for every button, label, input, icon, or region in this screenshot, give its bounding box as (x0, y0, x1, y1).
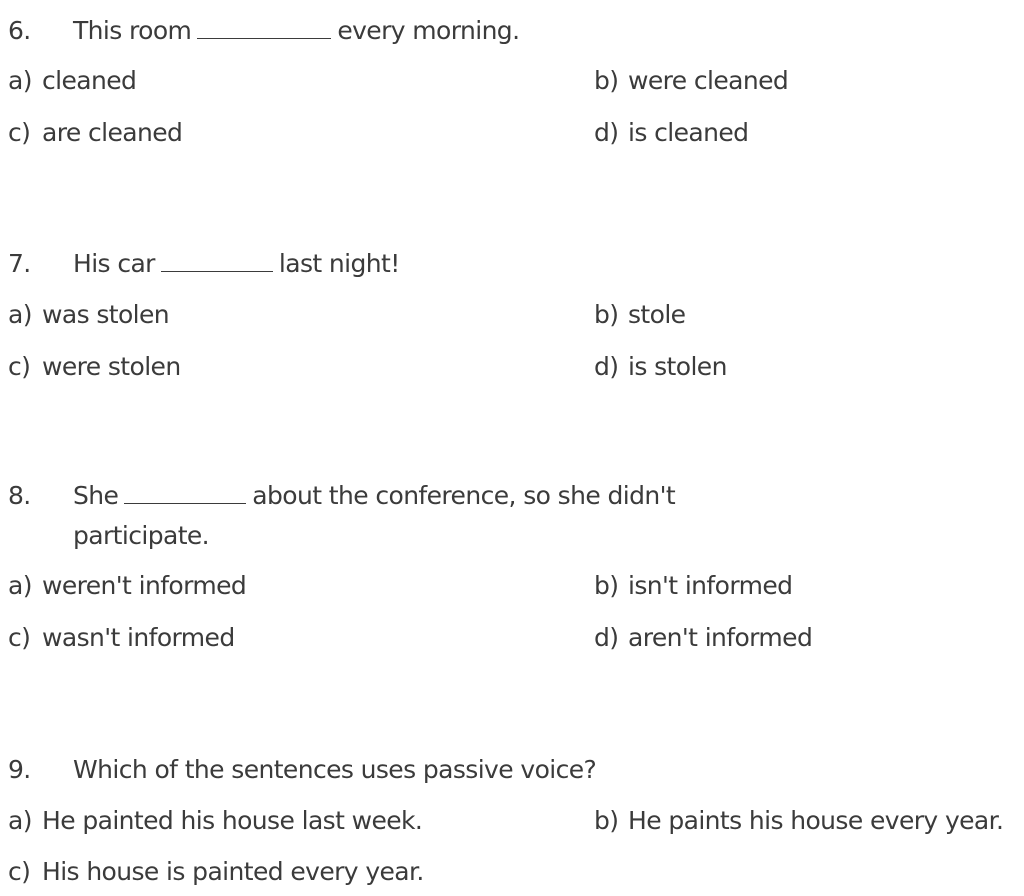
option-text: is stolen (628, 352, 727, 381)
option-text: wasn't informed (42, 623, 235, 652)
question-text (73, 249, 400, 279)
option-text: stole (628, 300, 686, 329)
option-letter: a) (8, 66, 32, 95)
text-before: His car (73, 249, 155, 278)
question-8-stem (0, 481, 1024, 511)
option-letter: a) (8, 300, 32, 329)
option-7c[interactable] (8, 352, 181, 382)
question-text (73, 16, 519, 46)
option-text: He painted his house last week. (42, 806, 423, 835)
option-letter: d) (594, 118, 619, 147)
option-6d[interactable] (594, 118, 748, 148)
option-text: is cleaned (628, 118, 749, 147)
option-9a[interactable] (8, 806, 422, 836)
option-9c[interactable] (8, 857, 424, 887)
option-text: were stolen (42, 352, 181, 381)
option-text: His house is painted every year. (42, 857, 424, 886)
answer-blank (124, 499, 246, 504)
option-letter: b) (594, 300, 619, 329)
option-6c[interactable] (8, 118, 182, 148)
question-9-stem (0, 755, 1024, 785)
option-letter: b) (594, 571, 619, 600)
text-after: every morning. (337, 16, 520, 45)
option-8d[interactable] (594, 623, 812, 653)
option-6a[interactable] (8, 66, 136, 96)
question-number: 7. (8, 249, 31, 278)
text-after: about the conference, so she didn't (252, 481, 676, 510)
option-8b[interactable] (594, 571, 792, 601)
option-text: weren't informed (42, 571, 247, 600)
option-letter: d) (594, 352, 619, 381)
text-before: This room (73, 16, 192, 45)
question-number: 6. (8, 16, 31, 45)
option-letter: a) (8, 571, 32, 600)
question-text: Which of the sentences uses passive voice? (73, 755, 597, 784)
option-6b[interactable] (594, 66, 788, 96)
question-number: 9. (8, 755, 31, 784)
option-letter: b) (594, 806, 619, 835)
option-7d[interactable] (594, 352, 727, 382)
option-text: are cleaned (42, 118, 183, 147)
option-text: was stolen (42, 300, 170, 329)
option-8c[interactable] (8, 623, 235, 653)
option-letter: c) (8, 118, 31, 147)
option-letter: c) (8, 623, 31, 652)
option-text: He paints his house every year. (628, 806, 1004, 835)
answer-blank (197, 34, 331, 39)
option-7a[interactable] (8, 300, 169, 330)
option-9b[interactable] (594, 806, 1003, 836)
option-8a[interactable] (8, 571, 246, 601)
option-letter: d) (594, 623, 619, 652)
option-letter: c) (8, 352, 31, 381)
question-number: 8. (8, 481, 31, 510)
option-letter: a) (8, 806, 32, 835)
option-letter: c) (8, 857, 31, 886)
option-7b[interactable] (594, 300, 685, 330)
option-text: isn't informed (628, 571, 793, 600)
text-after: last night! (278, 249, 400, 278)
question-6-stem (0, 16, 1024, 46)
question-text (73, 481, 675, 511)
option-text: were cleaned (628, 66, 789, 95)
question-7-stem (0, 249, 1024, 279)
option-text: cleaned (42, 66, 137, 95)
question-text-line2: participate. (73, 521, 210, 550)
text-before: She (73, 481, 119, 510)
answer-blank (161, 267, 273, 272)
option-text: aren't informed (628, 623, 813, 652)
option-letter: b) (594, 66, 619, 95)
